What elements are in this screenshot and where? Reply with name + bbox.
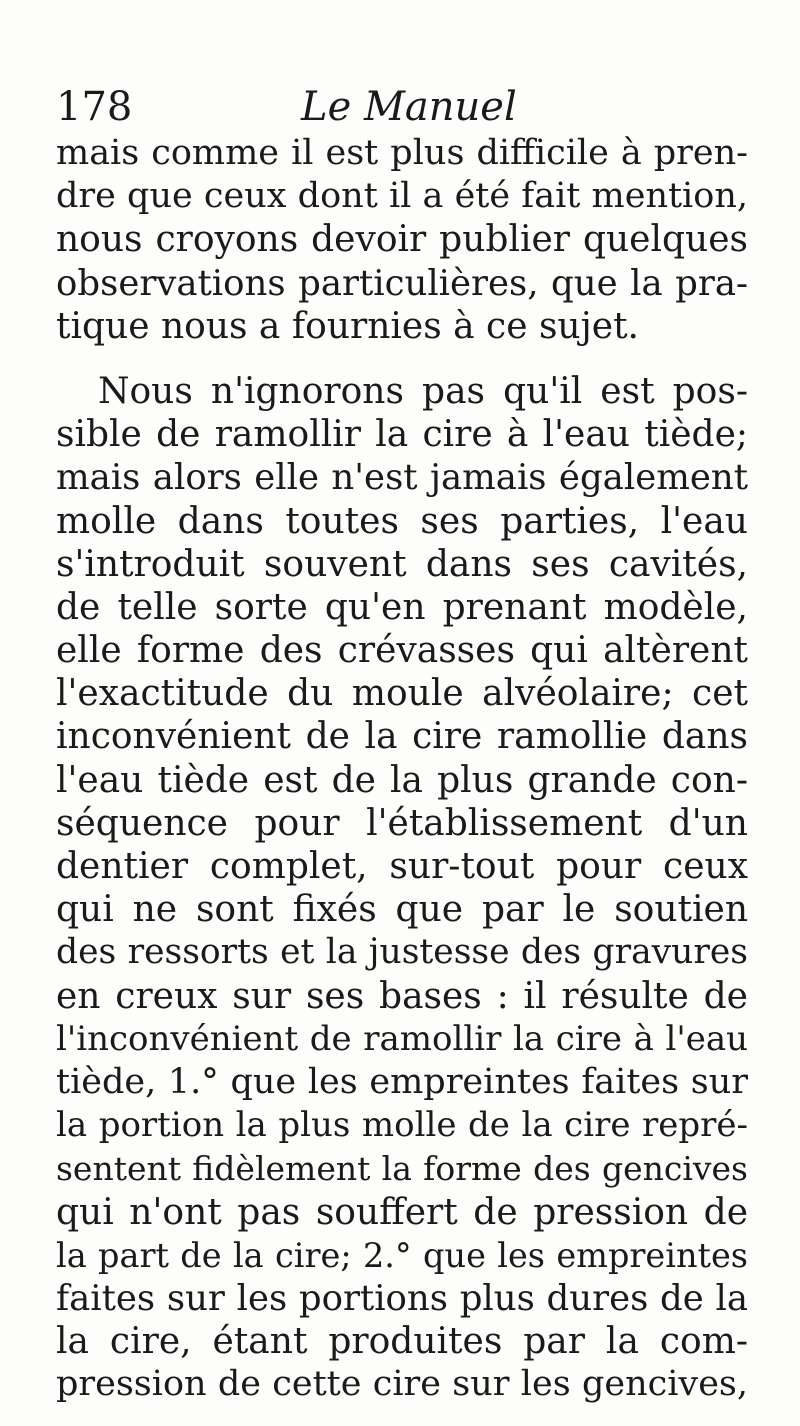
text-line: séquence pour l'établissement d'un (56, 802, 748, 844)
text-line: en creux sur ses bases : il résulte de (56, 975, 748, 1017)
text-line: qui n'ont pas souffert de pression de (56, 1191, 748, 1233)
page-number: 178 (56, 84, 133, 130)
text-line: dre que ceux dont il a été fait mention, (56, 176, 748, 217)
text-line: tiède, 1.° que les empreintes faites sur (56, 1061, 748, 1102)
paragraph-2 (56, 370, 748, 1407)
text-line: s'introduit souvent dans ses cavités, (56, 543, 748, 585)
text-line: des ressorts et la justesse des gravures (56, 932, 748, 973)
running-title: Le Manuel (301, 84, 517, 130)
text-line: la cire, étant produites par la com- (56, 1321, 748, 1363)
text-line: mais alors elle n'est jamais également (56, 457, 748, 499)
body-text (56, 132, 748, 1406)
text-line: l'inconvénient de ramollir la cire à l'eau (56, 1018, 748, 1059)
text-line: faites sur les portions plus dures de la (56, 1277, 748, 1319)
text-line: molle dans toutes ses parties, l'eau (56, 500, 748, 542)
paragraph-1 (56, 132, 748, 348)
paragraph-spacer (56, 348, 748, 370)
text-line: l'exactitude du moule alvéolaire; cet (56, 673, 748, 715)
text-line: sentent fidèlement la forme des gencives (56, 1149, 748, 1189)
text-line: sible de ramollir la cire à l'eau tiède; (56, 414, 748, 456)
text-line: inconvénient de la cire ramollie dans (56, 716, 748, 758)
page-header (56, 82, 746, 132)
text-line: Nous n'ignorons pas qu'il est pos- (98, 370, 748, 412)
text-line: la part de la cire; 2.° que les empreintes (56, 1235, 748, 1275)
text-line: dentier complet, sur-tout pour ceux (56, 846, 748, 887)
text-line: mais comme il est plus difficile à pren- (56, 133, 748, 173)
text-line: nous croyons devoir publier quelques (56, 219, 748, 261)
text-line: l'eau tiède est de la plus grande con- (56, 759, 748, 801)
text-line: pression de cette cire sur les gencives, (56, 1364, 748, 1405)
text-line: tique nous a fournies à ce sujet. (56, 305, 639, 347)
text-line: observations particulières, que la pra- (56, 262, 748, 304)
text-line: elle forme des crévasses qui altèrent (56, 630, 748, 672)
text-line: de telle sorte qu'en prenant modèle, (56, 586, 748, 628)
text-line: la portion la plus molle de la cire repré- (56, 1105, 748, 1146)
text-line: qui ne sont fixés que par le soutien (56, 889, 748, 931)
